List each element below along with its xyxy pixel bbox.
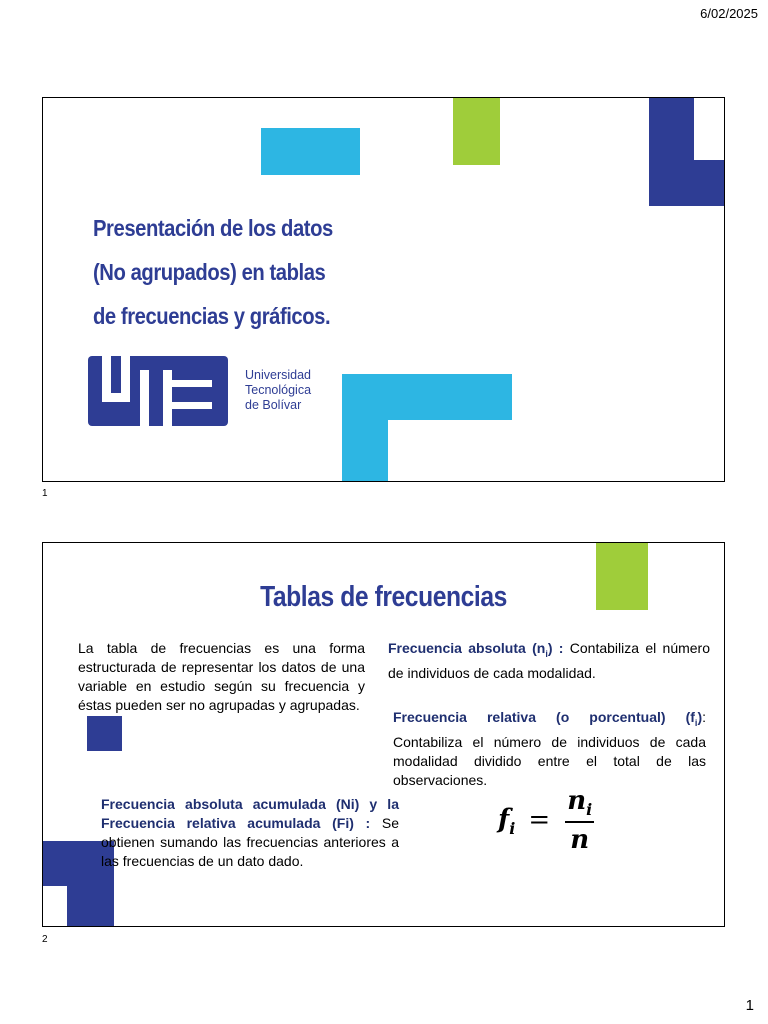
relative-text: : Contabiliza el número de individuos de cada modalidad dividido entre el total de las observaciones. [393, 709, 706, 788]
absolute-frequency-definition [388, 639, 710, 683]
logo-line-3: de Bolívar [245, 398, 302, 412]
title-line-3: de frecuencias y gráficos. [93, 303, 331, 329]
title-line-2: (No agrupados) en tablas [93, 259, 326, 285]
slide-title: Tablas de frecuencias [260, 581, 507, 613]
absolute-term: Frecuencia absoluta (n [388, 640, 546, 656]
decor-dark-blue-square [87, 716, 122, 751]
slide-2 [42, 542, 725, 927]
decor-light-blue-rect [261, 128, 360, 175]
formula-numerator: n [567, 786, 587, 816]
page-number: 1 [745, 997, 754, 1014]
absolute-term-sub: i [545, 648, 548, 659]
utb-logo-mark [88, 356, 228, 426]
slide-1 [42, 97, 725, 482]
slide-2-number: 2 [42, 934, 48, 945]
utb-logo-text [245, 368, 311, 413]
relative-term-end: ) [697, 709, 703, 725]
formula-numerator-sub: i [586, 800, 593, 820]
decor-white-notch [694, 98, 725, 160]
presentation-title [93, 206, 357, 338]
title-line-1: Presentación de los datos [93, 215, 333, 241]
relative-frequency-definition [393, 708, 706, 790]
logo-mark-text: UTB [158, 424, 160, 425]
decor-light-blue-stem [342, 374, 388, 482]
logo-line-1: Universidad [245, 368, 312, 382]
cumulative-frequency-definition [101, 795, 399, 871]
intro-paragraph: La tabla de frecuencias es una forma estructurada de representar los datos de una variable en estudio según su frecuencia y éstas pueden ser no agrupadas y agrupadas. [78, 640, 365, 713]
logo-line-2: Tecnológica [245, 383, 312, 397]
decor-white-notch-2 [43, 886, 67, 927]
formula-lhs: f [498, 804, 510, 835]
print-date: 6/02/2025 [700, 6, 758, 21]
decor-green-rect [453, 98, 500, 165]
cumulative-term: Frecuencia absoluta acumulada (Ni) y la Frecuencia relativa acumulada (Fi) : [101, 796, 399, 831]
relative-term: Frecuencia relativa (o porcentual) (f [393, 709, 695, 725]
absolute-term-end: ) : [547, 640, 564, 656]
formula-equals: = [528, 804, 551, 835]
absolute-text: Contabiliza el número de individuos de cada modalidad. [388, 640, 711, 681]
slide-1-number: 1 [42, 488, 48, 499]
formula-lhs-sub: i [509, 818, 516, 838]
relative-frequency-formula [498, 786, 594, 855]
formula-fraction [565, 786, 594, 855]
cumulative-text: Se obtienen sumando las frecuencias anteriores a las frecuencias de un dato dado. [101, 815, 399, 869]
formula-denominator: n [570, 825, 590, 856]
relative-term-sub: i [694, 717, 698, 728]
